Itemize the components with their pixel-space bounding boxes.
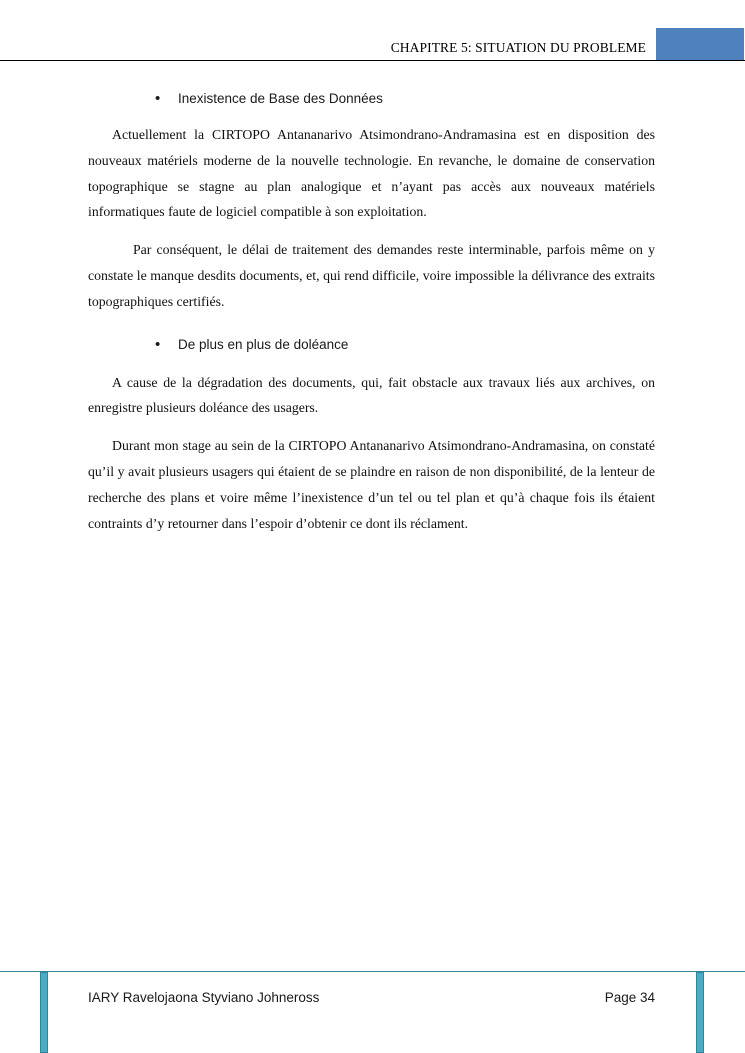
footer-accent-bar-left [40,972,48,1053]
footer-accent-bar-right [696,972,704,1053]
bullet-icon: • [155,335,161,353]
paragraph: A cause de la dégradation des documents, qui, fait obstacle aux travaux liés aux archives, on enregistre plusieurs doléance des usagers. [88,374,655,416]
page-number: Page 34 [604,990,655,1005]
section-heading-text: De plus en plus de doléance [178,336,349,352]
chapter-title: CHAPITRE 5: SITUATION DU PROBLEME [390,40,646,55]
paragraph: Par conséquent, le délai de traitement des demandes reste interminable, parfois même on y constate le manque desdits documents, et, qui rend difficile, voire impossible la délivrance des extraits topographiques certifiés. [88,242,655,309]
bullet-icon: • [155,90,161,107]
footer-author: IARY Ravelojaona Styviano Johneross [88,990,320,1005]
page-content [88,88,655,536]
paragraph: Durant mon stage au sein de la CIRTOPO Antananarivo Atsimondrano-Andramasina, on constaté qu’il y avait plusieurs usagers qui étaient de se plaindre en raison de non disponibilité, de la lenteur de recherche des plans et voire même l’inexistence d’un tel ou tel plan et qu’à chaque fois ils étaient contraints d’y retourner dans l’espoir d’obtenir ce dont ils réclament. [88,438,655,531]
section-heading-text: Inexistence de Base des Données [178,91,383,106]
paragraph: Actuellement la CIRTOPO Antananarivo Atsimondrano-Andramasina est en disposition des nouveaux matériels moderne de la nouvelle technologie. En revanche, le domaine de conservation topographique se stagne au plan analogique et n’ayant pas accès aux nouveaux matériels informatiques faute de logiciel compatible à son exploitation. [88,127,655,220]
header-rule [0,60,745,61]
section-heading-database [88,88,655,110]
header-accent-block [656,28,744,60]
footer-rule [0,971,745,972]
section-heading-complaints [88,334,655,356]
